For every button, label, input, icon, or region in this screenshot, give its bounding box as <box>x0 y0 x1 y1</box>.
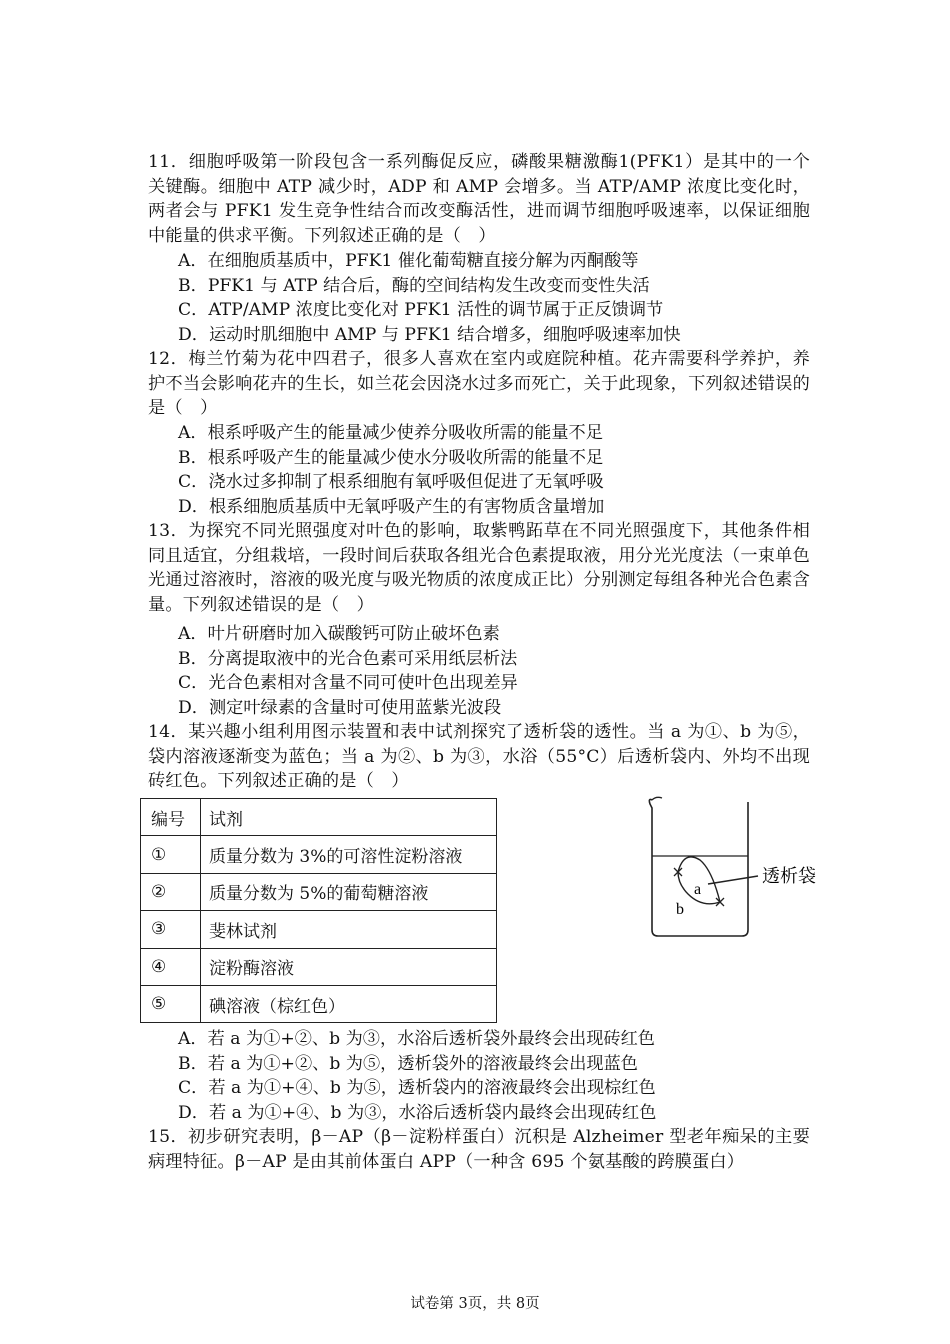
table-cell-number: ③ <box>141 911 201 948</box>
table-row <box>141 873 497 910</box>
table-row <box>141 836 497 873</box>
question-14-option-a: A．若 a 为①+②、b 为③，水浴后透析袋外最终会出现砖红色 <box>178 1029 655 1049</box>
beaker-outline <box>649 800 748 937</box>
question-13-option-a: A．叶片研磨时加入碳酸钙可防止破坏色素 <box>178 624 500 644</box>
question-11-option-c: C．ATP/AMP 浓度比变化对 PFK1 活性的调节属于正反馈调节 <box>178 300 664 320</box>
label-a: a <box>694 881 702 898</box>
table-cell-number: ⑤ <box>141 985 201 1022</box>
table-cell-reagent: 淀粉酶溶液 <box>201 948 497 985</box>
question-13-option-b: B．分离提取液中的光合色素可采用纸层析法 <box>178 648 518 669</box>
table-cell-reagent: 质量分数为 5%的葡萄糖溶液 <box>201 873 497 910</box>
table-row <box>141 948 497 985</box>
table-cell-reagent: 碘溶液（棕红色） <box>201 985 497 1022</box>
table-header-row <box>141 799 497 836</box>
question-11-option-d: D．运动时肌细胞中 AMP 与 PFK1 结合增多，细胞呼吸速率加快 <box>178 324 681 345</box>
question-15-stem: 15．初步研究表明，β－AP（β－淀粉样蛋白）沉积是 Alzheimer 型老年痴呆的主要病理特征。β－AP 是由其前体蛋白 APP（一种含 695 个氨基酸的跨膜蛋白） <box>148 1127 810 1172</box>
bag-label: 透析袋 <box>762 866 816 887</box>
question-14-option-c: C．若 a 为①+④、b 为⑤，透析袋内的溶液最终会出现棕红色 <box>178 1078 656 1098</box>
question-12-option-a: A．根系呼吸产生的能量减少使养分吸收所需的能量不足 <box>178 423 603 443</box>
question-11-option-a: A．在细胞质基质中，PFK1 催化葡萄糖直接分解为丙酮酸等 <box>178 251 639 271</box>
table-header-reagent: 试剂 <box>201 799 497 836</box>
page-footer: 试卷第 3页，共 8页 <box>410 1296 540 1312</box>
table-header-number: 编号 <box>141 799 201 836</box>
question-12-option-d: D．根系细胞质基质中无氧呼吸产生的有害物质含量增加 <box>178 496 605 517</box>
question-14-stem: 14．某兴趣小组利用图示装置和表中试剂探究了透析袋的透性。当 a 为①、b 为⑤，袋内溶液逐渐变为蓝色；当 a 为②、b 为③，水浴（55°C）后透析袋内、外均不出现砖红色。下列叙述正确的是（ ） <box>148 722 810 792</box>
question-14-option-d: D．若 a 为①+④、b 为③，水浴后透析袋内最终会出现砖红色 <box>178 1102 657 1123</box>
table-row <box>141 985 497 1022</box>
table-cell-reagent: 斐林试剂 <box>201 911 497 948</box>
table-cell-reagent: 质量分数为 3%的可溶性淀粉溶液 <box>201 836 497 873</box>
table-cell-number: ① <box>141 836 201 873</box>
bag-leader-line <box>708 876 758 884</box>
label-b: b <box>676 901 684 918</box>
reagent-table <box>140 798 497 1023</box>
question-12-option-b: B．根系呼吸产生的能量减少使水分吸收所需的能量不足 <box>178 447 604 468</box>
question-13-stem: 13．为探究不同光照强度对叶色的影响，取紫鸭跖草在不同光照强度下，其他条件相同且适宜，分组栽培，一段时间后获取各组光合色素提取液，用分光光度法（一束单色光通过溶液时，溶液的吸光度与吸光物质的浓度成正比）分别测定每组各种光合色素含量。下列叙述错误的是（ ） <box>148 521 810 615</box>
dialysis-bag-figure <box>640 790 840 940</box>
beaker-spout <box>652 797 662 800</box>
question-14-option-b: B．若 a 为①+②、b 为⑤，透析袋外的溶液最终会出现蓝色 <box>178 1053 638 1074</box>
question-13-option-c: C．光合色素相对含量不同可使叶色出现差异 <box>178 673 518 693</box>
question-12-option-c: C．浇水过多抑制了根系细胞有氧呼吸但促进了无氧呼吸 <box>178 472 604 492</box>
question-13-option-d: D．测定叶绿素的含量时可使用蓝紫光波段 <box>178 697 502 718</box>
question-11-option-b: B．PFK1 与 ATP 结合后，酶的空间结构发生改变而变性失活 <box>178 275 650 296</box>
table-cell-number: ④ <box>141 948 201 985</box>
table-cell-number: ② <box>141 873 201 910</box>
question-12-stem: 12．梅兰竹菊为花中四君子，很多人喜欢在室内或庭院种植。花卉需要科学养护，养护不当会影响花卉的生长，如兰花会因浇水过多而死亡，关于此现象，下列叙述错误的是（ ） <box>148 349 810 419</box>
question-11-stem: 11．细胞呼吸第一阶段包含一系列酶促反应，磷酸果糖激酶1(PFK1）是其中的一个关键酶。细胞中 ATP 减少时，ADP 和 AMP 会增多。当 ATP/AMP 浓度比变化时，两者会与 PFK1 发生竞争性结合而改变酶活性，进而调节细胞呼吸速率，以保证细胞中能量的供求平衡。下列叙述正确的是（ ） <box>148 152 810 246</box>
table-row <box>141 911 497 948</box>
